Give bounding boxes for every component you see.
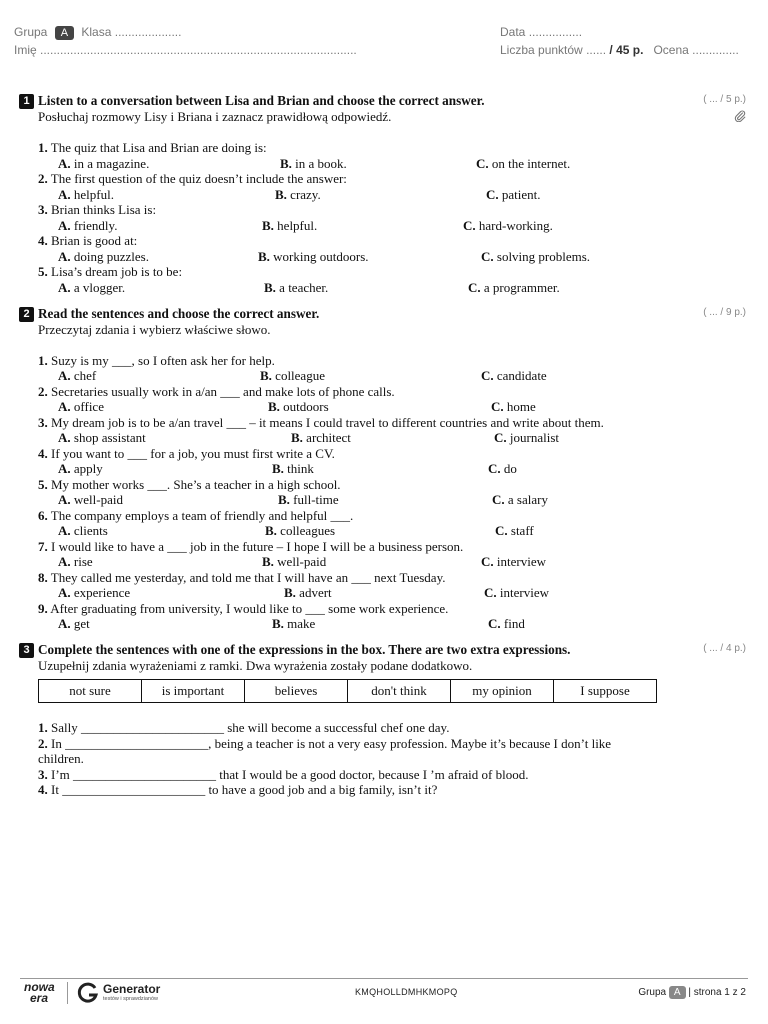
option-1-5-b[interactable]: B. a teacher. [264, 280, 329, 295]
exercise-1-points: ( ... / 5 p.) [703, 94, 746, 105]
option-2-9-a[interactable]: A. get [58, 616, 90, 631]
option-1-3-c[interactable]: C. hard-working. [463, 218, 553, 233]
exercise-3-number: 3 [19, 643, 34, 658]
option-2-7-c[interactable]: C. interview [481, 554, 546, 569]
points-total: / 45 p. [609, 43, 644, 57]
option-1-4-a[interactable]: A. doing puzzles. [58, 249, 149, 264]
exercise-3-subtitle: Uzupełnij zdania wyrażeniami z ramki. Dwa wyrażenia zostały podane dodatkowo. [38, 658, 473, 673]
nowa-era-logo: nowa era [24, 980, 55, 1005]
paperclip-icon[interactable] [734, 110, 746, 122]
grade-label: Ocena [653, 43, 689, 57]
option-1-5-a[interactable]: A. a vlogger. [58, 280, 126, 295]
exercise-2-title: Read the sentences and choose the correct answer. [38, 306, 320, 321]
expressions-box [38, 679, 657, 703]
date-dots: ................ [528, 25, 583, 39]
name-field [14, 43, 357, 57]
question-2-8: 8. They called me yesterday, and told me that I will have an ___ next Tuesday. [38, 570, 446, 585]
question-2-9: 9. After graduating from university, I would like to ___ some work experience. [38, 601, 449, 616]
exercise-1-number: 1 [19, 94, 34, 109]
option-2-5-c[interactable]: C. a salary [492, 492, 548, 507]
group-label: Grupa [14, 25, 48, 39]
footer-page-info [638, 986, 746, 999]
option-2-9-b[interactable]: B. make [272, 616, 316, 631]
option-1-3-b[interactable]: B. helpful. [262, 218, 318, 233]
question-2-3: 3. My dream job is to be a/an travel ___ – it means I could travel to different countries and write about them. [38, 415, 604, 430]
sentence-3-2[interactable]: 2. In ______________________, being a teacher is not a very easy profession. Maybe it’s because I don’t like [38, 736, 612, 751]
option-2-8-c[interactable]: C. interview [484, 585, 549, 600]
option-2-3-c[interactable]: C. journalist [494, 430, 559, 445]
date-field [500, 25, 582, 39]
option-2-4-b[interactable]: B. think [272, 461, 314, 476]
option-1-1-c[interactable]: C. on the internet. [476, 156, 571, 171]
option-2-4-a[interactable]: A. apply [58, 461, 103, 476]
sentence-3-4[interactable]: 4. It ______________________ to have a good job and a big family, isn’t it? [38, 782, 438, 797]
footer-divider [20, 978, 748, 979]
option-2-3-a[interactable]: A. shop assistant [58, 430, 146, 445]
group-badge: A [55, 26, 74, 40]
expression-item: I suppose [580, 683, 630, 698]
question-1-5: 5. Lisa’s dream job is to be: [38, 264, 183, 279]
option-2-9-c[interactable]: C. find [488, 616, 525, 631]
sentence-3-3[interactable]: 3. I’m ______________________ that I would be a good doctor, because I ’m afraid of blood. [38, 767, 529, 782]
generator-logo-icon [77, 982, 99, 1004]
question-2-4: 4. If you want to ___ for a job, you must first write a CV. [38, 446, 335, 461]
option-1-2-c[interactable]: C. patient. [486, 187, 541, 202]
group-field [14, 25, 181, 40]
generator-label: Generator [103, 982, 161, 996]
points-dots: ...... [586, 43, 607, 57]
option-2-3-b[interactable]: B. architect [291, 430, 351, 445]
generator-sublabel: testów i sprawdzianów [103, 996, 159, 1002]
option-2-5-a[interactable]: A. well-paid [58, 492, 123, 507]
option-2-6-c[interactable]: C. staff [495, 523, 534, 538]
document-code: KMQHOLLDMHKMOPQ [355, 987, 458, 997]
option-1-4-c[interactable]: C. solving problems. [481, 249, 591, 264]
option-2-6-a[interactable]: A. clients [58, 523, 108, 538]
option-1-1-a[interactable]: A. in a magazine. [58, 156, 150, 171]
footer-group-badge: A [669, 986, 686, 999]
option-1-5-c[interactable]: C. a programmer. [468, 280, 560, 295]
option-2-2-b[interactable]: B. outdoors [268, 399, 329, 414]
question-1-4: 4. Brian is good at: [38, 233, 138, 248]
points-label: Liczba punktów [500, 43, 583, 57]
option-2-8-b[interactable]: B. advert [284, 585, 332, 600]
exercise-1-subtitle: Posłuchaj rozmowy Lisy i Briana i zaznacz prawidłową odpowiedź. [38, 109, 392, 124]
exercise-1-title: Listen to a conversation between Lisa and Brian and choose the correct answer. [38, 93, 485, 108]
class-dots: .................... [114, 25, 182, 39]
expression-item: not sure [39, 680, 142, 702]
option-2-6-b[interactable]: B. colleagues [265, 523, 336, 538]
question-2-2: 2. Secretaries usually work in a/an ___ and make lots of phone calls. [38, 384, 395, 399]
option-2-7-b[interactable]: B. well-paid [262, 554, 327, 569]
exercise-3-title: Complete the sentences with one of the expressions in the box. There are two extra expressions. [38, 642, 571, 657]
date-label: Data [500, 25, 526, 39]
expression-item: is important [142, 680, 245, 702]
option-2-1-a[interactable]: A. chef [58, 368, 97, 383]
points-grade-field [500, 43, 739, 57]
option-1-4-b[interactable]: B. working outdoors. [258, 249, 369, 264]
option-1-2-b[interactable]: B. crazy. [275, 187, 321, 202]
exercise-2-points: ( ... / 9 p.) [703, 307, 746, 318]
option-1-2-a[interactable]: A. helpful. [58, 187, 114, 202]
question-1-1: 1. The quiz that Lisa and Brian are doing is: [38, 140, 267, 155]
exercise-2-subtitle: Przeczytaj zdania i wybierz właściwe słowo. [38, 322, 271, 337]
sentence-3-2-continued: children. [38, 751, 84, 766]
option-1-3-a[interactable]: A. friendly. [58, 218, 118, 233]
footer-page-number: | strona 1 z 2 [688, 987, 746, 998]
grade-dots: .............. [692, 43, 739, 57]
expression-item: my opinion [451, 680, 554, 702]
option-2-8-a[interactable]: A. experience [58, 585, 131, 600]
option-2-1-b[interactable]: B. colleague [260, 368, 325, 383]
option-2-5-b[interactable]: B. full-time [278, 492, 339, 507]
option-2-2-c[interactable]: C. home [491, 399, 536, 414]
exercise-3-points: ( ... / 4 p.) [703, 643, 746, 654]
name-dots: ............................................................................................... [40, 43, 357, 57]
exercise-2-number: 2 [19, 307, 34, 322]
logo-separator [67, 982, 68, 1004]
option-2-4-c[interactable]: C. do [488, 461, 517, 476]
name-label: Imię [14, 43, 37, 57]
expression-item: believes [245, 680, 348, 702]
option-2-7-a[interactable]: A. rise [58, 554, 93, 569]
option-2-1-c[interactable]: C. candidate [481, 368, 547, 383]
question-1-3: 3. Brian thinks Lisa is: [38, 202, 157, 217]
sentence-3-1[interactable]: 1. Sally ______________________ she will become a successful chef one day. [38, 720, 450, 735]
question-2-7: 7. I would like to have a ___ job in the future – I hope I will be a business person. [38, 539, 464, 554]
option-2-2-a[interactable]: A. office [58, 399, 104, 414]
question-2-5: 5. My mother works ___. She’s a teacher in a high school. [38, 477, 341, 492]
question-2-6: 6. The company employs a team of friendly and helpful ___. [38, 508, 354, 523]
expression-item: don't think [348, 680, 451, 702]
class-label: Klasa [81, 25, 112, 39]
question-1-2: 2. The first question of the quiz doesn’t include the answer: [38, 171, 347, 186]
question-2-1: 1. Suzy is my ___, so I often ask her for help. [38, 353, 275, 368]
option-1-1-b[interactable]: B. in a book. [280, 156, 347, 171]
footer-group-label: Grupa [638, 987, 667, 998]
